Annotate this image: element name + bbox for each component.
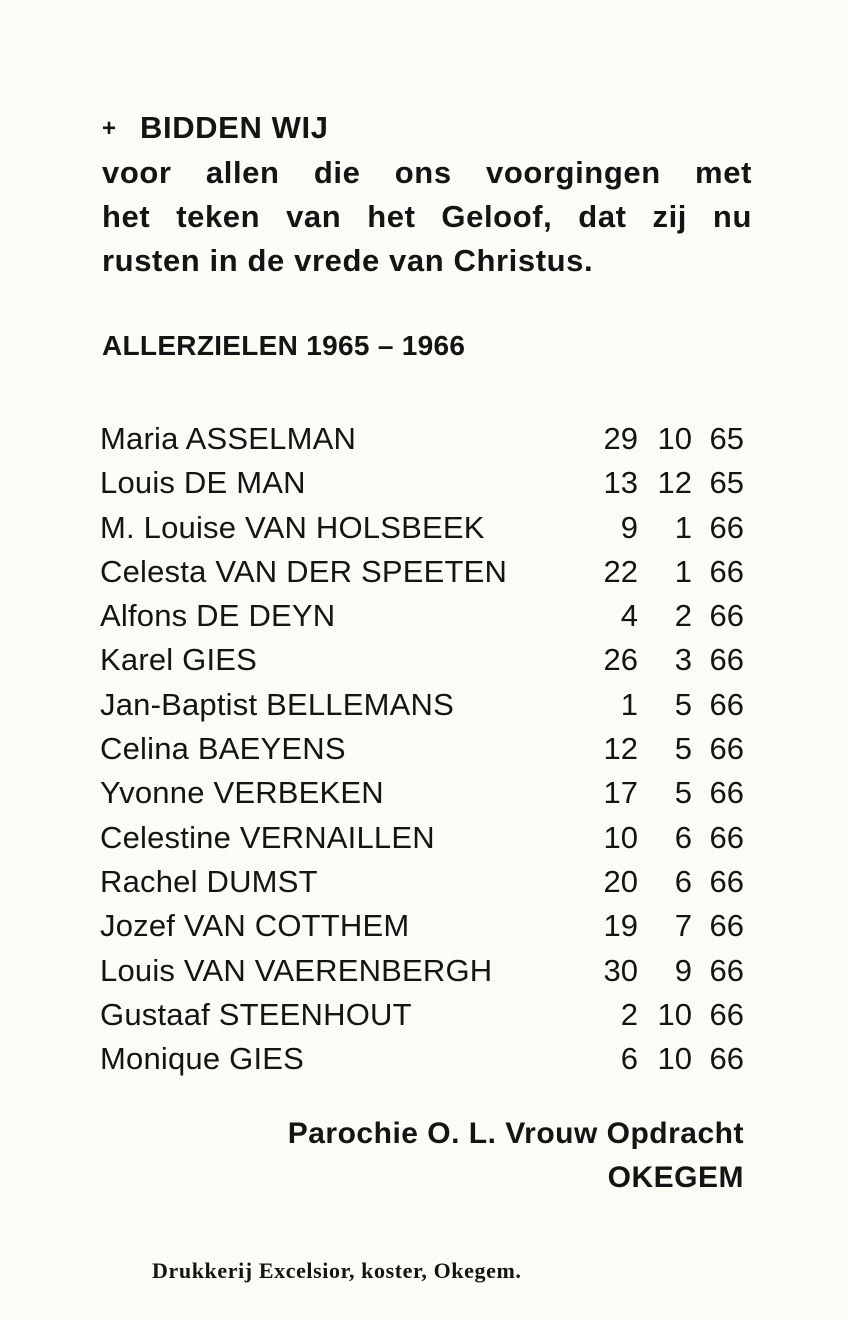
- death-day: 10: [603, 819, 638, 855]
- death-year: 66: [709, 553, 744, 589]
- death-year: 66: [709, 598, 744, 634]
- deceased-name: Gustaaf STEENHOUT: [100, 996, 412, 1032]
- section-title: ALLERZIELEN 1965 – 1966: [102, 330, 466, 361]
- list-item: [100, 993, 748, 1037]
- death-month: 10: [657, 421, 692, 456]
- prayer-heading-line: [102, 106, 752, 151]
- deceased-name: Louis VAN VAERENBERGH: [100, 952, 493, 988]
- deceased-list: [100, 417, 748, 1081]
- death-year: 66: [709, 863, 744, 899]
- parish-town: OKEGEM: [607, 1161, 744, 1194]
- death-day: 1: [620, 686, 638, 722]
- death-month: 12: [657, 465, 692, 501]
- death-year: 66: [709, 819, 744, 855]
- deceased-name: Karel GIES: [100, 642, 258, 678]
- death-year: 66: [709, 1041, 744, 1077]
- prayer-block: [102, 106, 752, 283]
- death-month: 7: [674, 908, 692, 944]
- death-day: 2: [620, 996, 638, 1032]
- prayer-heading: BIDDEN WIJ: [140, 110, 329, 145]
- death-month: 1: [674, 509, 692, 545]
- list-item: [100, 860, 748, 904]
- prayer-line: voor allen die ons voorgingen met: [102, 155, 752, 190]
- list-item: [100, 506, 748, 550]
- death-month: 5: [674, 731, 692, 767]
- death-month: 1: [674, 553, 692, 589]
- list-item: [100, 949, 748, 993]
- death-year: 65: [709, 421, 744, 456]
- death-day: 13: [603, 465, 638, 501]
- list-item: [100, 727, 748, 771]
- death-year: 66: [709, 642, 744, 678]
- list-item: [100, 594, 748, 638]
- death-month: 10: [657, 996, 692, 1032]
- death-day: 26: [603, 642, 638, 678]
- list-item: [100, 683, 748, 727]
- parish-block: [288, 1112, 744, 1200]
- list-item: [100, 771, 748, 815]
- deceased-name: Monique GIES: [100, 1041, 305, 1077]
- death-month: 10: [657, 1041, 692, 1077]
- death-day: 6: [620, 1041, 638, 1077]
- death-year: 66: [709, 908, 744, 944]
- prayer-line: rusten in de vrede van Christus.: [102, 243, 594, 278]
- death-day: 29: [603, 421, 638, 456]
- deceased-name: Jozef VAN COTTHEM: [100, 908, 410, 944]
- death-month: 3: [674, 642, 692, 678]
- death-year: 66: [709, 731, 744, 767]
- list-item: [100, 816, 748, 860]
- prayer-line: het teken van het Geloof, dat zij nu: [102, 199, 752, 234]
- death-month: 6: [674, 863, 692, 899]
- death-year: 66: [709, 775, 744, 811]
- death-month: 6: [674, 819, 692, 855]
- deceased-name: Maria ASSELMAN: [100, 421, 357, 456]
- deceased-name: Celina BAEYENS: [100, 731, 346, 767]
- death-month: 5: [674, 775, 692, 811]
- death-month: 5: [674, 686, 692, 722]
- parish-name: Parochie O. L. Vrouw Opdracht: [287, 1117, 744, 1150]
- list-item: [100, 638, 748, 682]
- deceased-name: Rachel DUMST: [100, 863, 318, 899]
- death-day: 9: [620, 509, 638, 545]
- death-month: 2: [674, 598, 692, 634]
- deceased-name: Yvonne VERBEKEN: [100, 775, 384, 811]
- death-year: 66: [709, 996, 744, 1032]
- death-year: 66: [709, 686, 744, 722]
- death-day: 17: [603, 775, 638, 811]
- deceased-name: M. Louise VAN HOLSBEEK: [100, 509, 485, 545]
- death-day: 30: [603, 952, 638, 988]
- death-day: 4: [620, 598, 638, 634]
- death-day: 22: [603, 553, 638, 589]
- list-item: [100, 550, 748, 594]
- death-day: 19: [603, 908, 638, 944]
- list-item: [100, 417, 748, 461]
- deceased-name: Louis DE MAN: [100, 465, 306, 501]
- deceased-name: Jan-Baptist BELLEMANS: [100, 686, 454, 722]
- death-month: 9: [674, 952, 692, 988]
- list-item: [100, 461, 748, 505]
- deceased-name: Celesta VAN DER SPEETEN: [100, 553, 508, 589]
- list-item: [100, 1037, 748, 1081]
- death-year: 65: [709, 465, 744, 501]
- deceased-name: Celestine VERNAILLEN: [100, 819, 435, 855]
- list-item: [100, 904, 748, 948]
- deceased-name: Alfons DE DEYN: [100, 598, 336, 634]
- death-day: 12: [603, 731, 638, 767]
- death-year: 66: [709, 509, 744, 545]
- death-year: 66: [709, 952, 744, 988]
- death-day: 20: [603, 863, 638, 899]
- printer-credit: Drukkerij Excelsior, koster, Okegem.: [152, 1258, 522, 1283]
- cross-icon: +: [102, 115, 117, 142]
